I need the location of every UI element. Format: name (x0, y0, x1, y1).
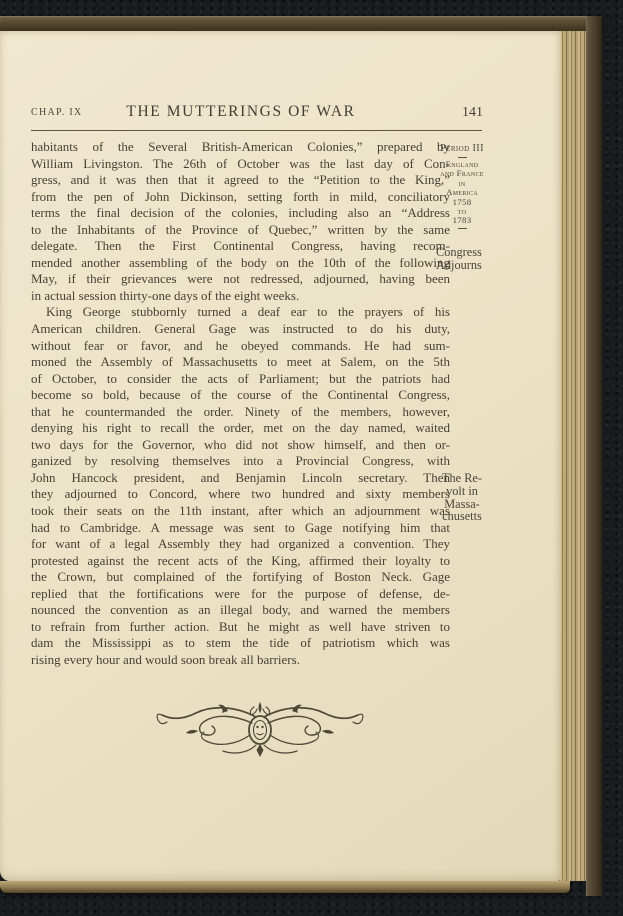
text-line: of October, to consider the acts of Parliament; but the patriots had (31, 370, 450, 386)
text-line: American children. General Gage was instructed to do his duty, (31, 321, 450, 337)
sidenote-line: Massa- (444, 496, 480, 511)
text-line: to the Inhabitants of the Province of Quebec,” written by the same (31, 221, 450, 237)
sidenote-revolt-massachusetts (435, 472, 489, 523)
text-line: terms the final decision of the colonies, including also an “Address (31, 205, 450, 221)
chapter-label: CHAP. IX (31, 107, 83, 118)
running-title: THE MUTTERINGS OF WAR (126, 103, 356, 120)
text-line: protested against the recent acts of the King, affirmed their loyalty to (31, 552, 450, 568)
page-stack-fore-edge (560, 31, 586, 881)
sidenote-line: in (458, 177, 466, 188)
text-line: ganized by resolving themselves into a Provincial Congress, with (31, 453, 450, 469)
page-number: 141 (462, 105, 483, 120)
text-line: nounced the convention as an illegal body, and warned the members (31, 602, 450, 618)
separator-dash (458, 228, 467, 229)
text-line: moned the Assembly of Massachusetts to meet at Salem, on the 5th (31, 354, 450, 370)
ornament-flourish-icon (152, 701, 368, 764)
text-line: that he countermanded the order. Ninety of the members, however, (31, 403, 450, 419)
text-line: dam the Mississippi as to stem the tide of patriotism which was (31, 635, 450, 651)
text-line: King George stubbornly turned a deaf ear to the prayers of his (46, 304, 450, 320)
sidenote-line: 1783 (452, 215, 472, 226)
text-line: habitants of the Several British-American Colonies,” prepared by (31, 139, 450, 154)
text-line: May, if their grievances were not redressed, adjourned, having been (31, 271, 450, 287)
text-line: delegate. Then the First Continental Congress, having recom- (31, 238, 450, 254)
text-line: had to Cambridge. A message was sent to Gage notifying him that (31, 519, 450, 535)
sidenote-congress-adjourns (436, 246, 482, 272)
sidenote-line: The Re- (442, 471, 482, 485)
text-line: the Crown, but complained of the fortifying of Boston Neck. Gage (31, 569, 450, 585)
text-line: rising every hour and would soon break all barriers. (31, 651, 300, 667)
text-line: two days for the Governor, who did not show himself, and then or- (31, 436, 450, 452)
sidenote-line: Adjourns (436, 258, 482, 272)
sidenote-line: 1758 (452, 196, 472, 207)
sidenote-line: Congress (436, 245, 482, 259)
sidenote-period-heading: Period III (440, 143, 484, 154)
text-line: without fear or favor, and he obeyed commands. He had sum- (31, 337, 450, 353)
sidenote-line: America (446, 187, 478, 198)
header-rule (31, 130, 482, 131)
text-line: in actual session thirty-one days of the eight weeks. (31, 287, 300, 303)
sidenote-line: and France (440, 168, 484, 179)
separator-dash (458, 157, 467, 158)
text-line: denying his right to recall the order, met on the day named, waited (31, 420, 450, 436)
text-line: from the pen of John Dickinson, setting forth in mild, conciliatory (31, 188, 450, 204)
text-line: for want of a legal Assembly they had organized a convention. They (31, 536, 450, 552)
text-line: John Hancock president, and Benjamin Lincoln secretary. Then (31, 469, 450, 485)
text-line: to refrain from further action. But he might as well have striven to (31, 618, 450, 634)
sidenote-line: volt in (446, 483, 478, 498)
text-line: mended another assembling of the body on the 10th of the following (31, 254, 450, 270)
text-line: William Livingston. The 26th of October was the last day of Con- (31, 155, 450, 171)
page-stack-bottom-edge (0, 881, 570, 893)
body-text (31, 139, 450, 669)
text-line: took their seats on the 11th instant, after which an adjournment was (31, 503, 450, 519)
sidenote-period (432, 143, 492, 232)
sidenote-line: England (445, 159, 479, 169)
text-line: replied that the fortifications were for the purpose of defense, de- (31, 585, 450, 601)
book-cover-top-edge (0, 16, 602, 31)
sidenote-line: chusetts (442, 509, 482, 524)
book-cover-right-edge (586, 16, 602, 896)
sidenote-line: to (457, 206, 467, 217)
text-line: become so bold, because of the course of the Continental Congress, (31, 387, 450, 403)
text-line: gress, and it was then that it agreed to the “Petition to the King,” (31, 172, 450, 188)
text-line: they adjourned to Concord, where two hundred and sixty members (31, 486, 450, 502)
